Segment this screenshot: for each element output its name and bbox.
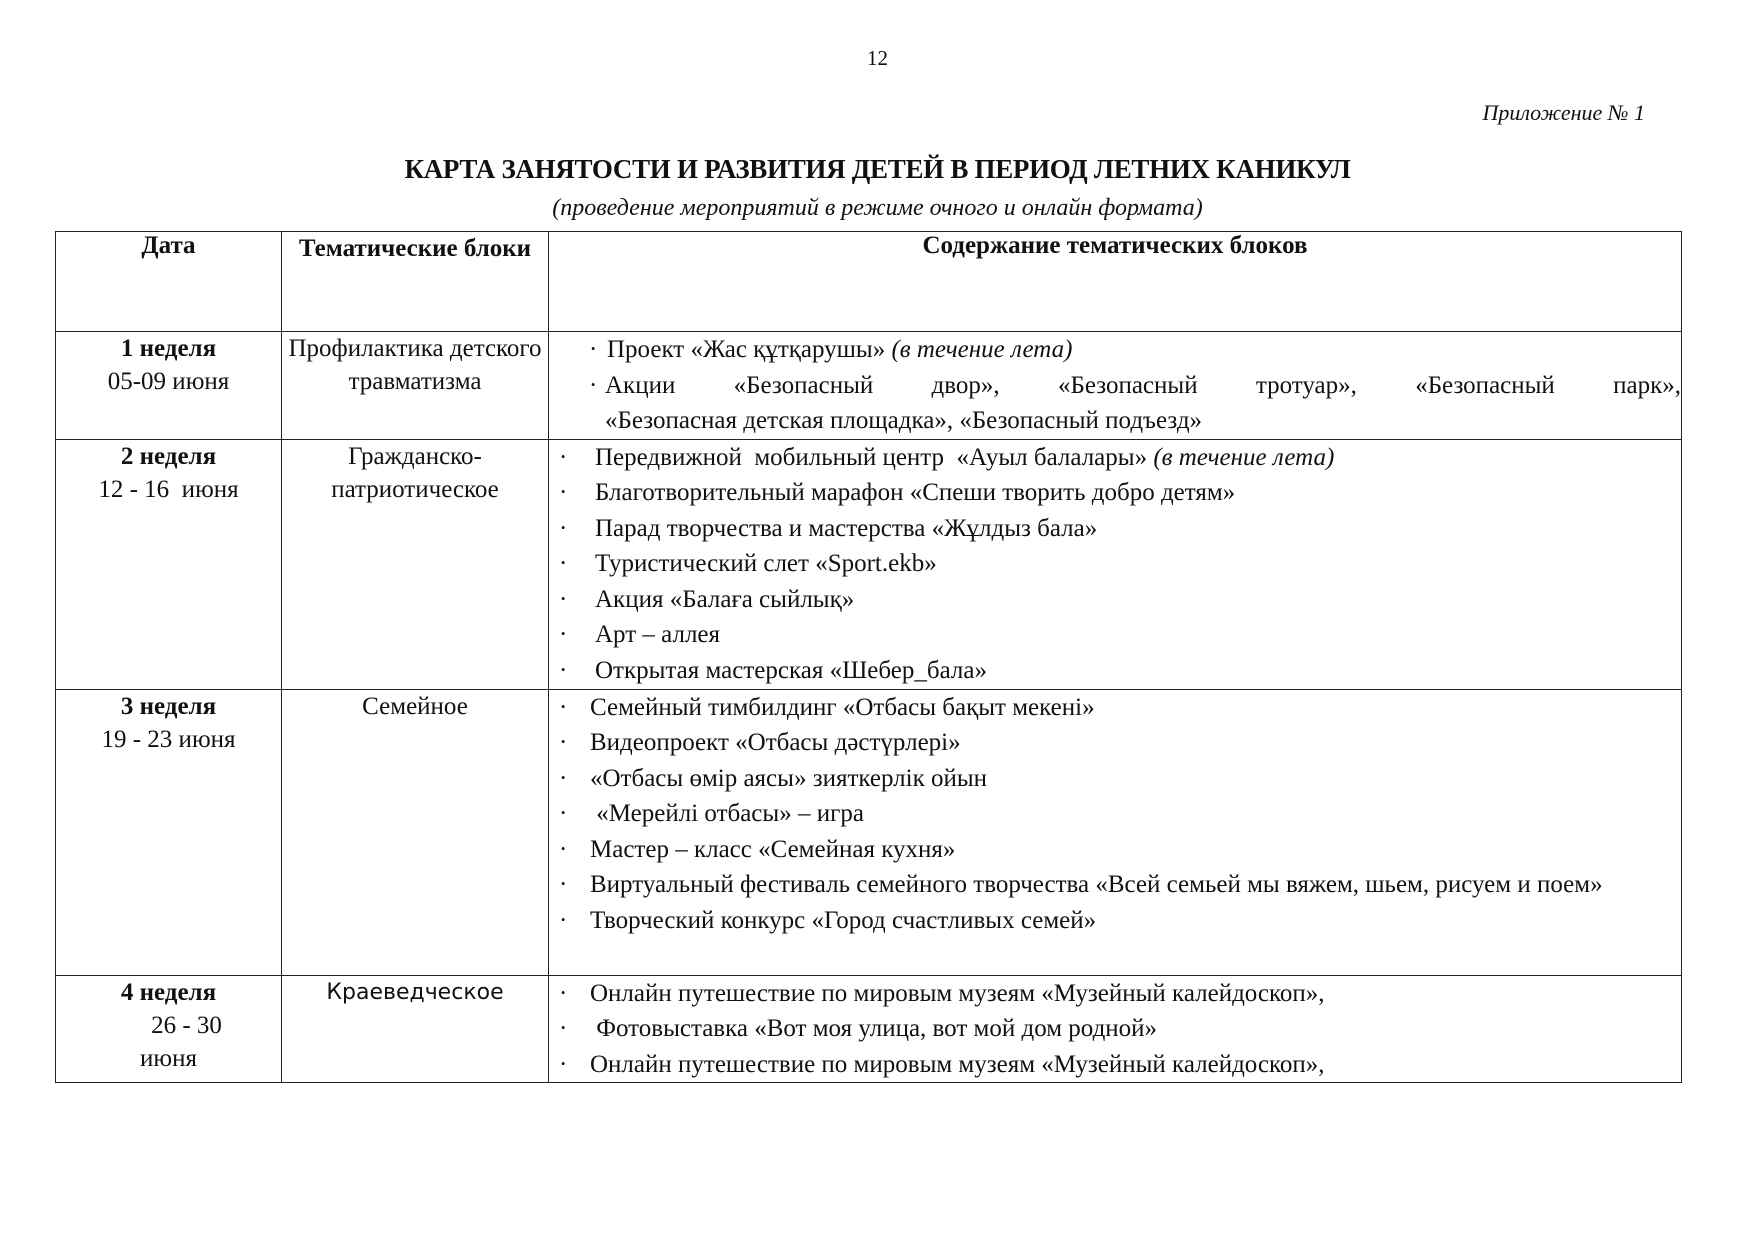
item-text: «Мерейлі отбасы» – игра (590, 800, 864, 827)
bullet-icon: · (559, 835, 568, 863)
item-text: Туристический слет «Sport.ekb» (595, 550, 937, 577)
date-range: 12 - 16 июня (98, 475, 239, 503)
bullet-icon: · (589, 371, 598, 399)
bullet-icon: · (559, 764, 568, 792)
list-item (555, 796, 1681, 832)
page-number: 12 (867, 46, 888, 70)
week-label: 1 неделя (120, 335, 217, 362)
bullet-icon: · (559, 693, 568, 721)
list-item (589, 368, 1681, 439)
item-text: Парад творчества и мастерства «Жұлдыз бала» (595, 514, 1098, 542)
content-cell (549, 975, 1682, 1083)
bullet-icon: · (559, 906, 568, 934)
bullet-icon: · (589, 336, 598, 363)
list-item (555, 690, 1681, 726)
item-text: Акция «Балаға сыйлық» (595, 585, 855, 613)
item-text: Творческий конкурс «Город счастливых семей» (590, 906, 1097, 934)
list-item (555, 725, 1681, 761)
list-item (555, 475, 1681, 511)
list-item (555, 761, 1681, 797)
bullet-icon: · (559, 550, 568, 577)
item-text: Онлайн путешествие по мировым музеям «Музейный калейдоскоп», (590, 979, 1325, 1007)
list-item (555, 617, 1681, 653)
list-item (555, 1011, 1681, 1047)
content-cell (549, 439, 1682, 689)
date-cell (56, 689, 282, 975)
bullet-icon: · (559, 800, 568, 827)
block-cell: Профилактика детского травматизма (282, 332, 549, 440)
date-range: 26 - 30 (151, 1011, 222, 1039)
header-content: Содержание тематических блоков (549, 232, 1682, 332)
date-cell (56, 332, 282, 440)
item-text: Открытая мастерская «Шебер_бала» (595, 656, 987, 684)
table-row (56, 975, 1682, 1083)
item-text: Благотворительный марафон «Спеши творить добро детям» (595, 479, 1236, 506)
appendix-label: Приложение № 1 (1482, 100, 1645, 125)
block-cell: Семейное (282, 689, 549, 975)
date-range: 05-09 июня (107, 368, 230, 395)
document-title: КАРТА ЗАНЯТОСТИ И РАЗВИТИЯ ДЕТЕЙ В ПЕРИОД ЛЕТНИХ КАНИКУЛ (404, 154, 1351, 184)
item-text: Акции «Безопасный двор», «Безопасный тротуар», «Безопасный парк», (605, 371, 1681, 399)
table-row (56, 439, 1682, 689)
list-item (555, 832, 1681, 868)
week-label: 4 неделя (120, 978, 217, 1006)
bullet-icon: · (559, 443, 568, 471)
bullet-icon: · (559, 979, 568, 1007)
date-range-month: июня (140, 1044, 197, 1072)
item-text: Передвижной мобильный центр «Ауыл балалары» (595, 443, 1154, 471)
item-text: Видеопроект «Отбасы дәстүрлері» (590, 729, 961, 756)
item-text: Семейный тимбилдинг «Отбасы бақыт мекені» (590, 693, 1095, 721)
date-cell (56, 975, 282, 1083)
list-item (555, 511, 1681, 547)
week-label: 3 неделя (120, 692, 217, 720)
item-text: Виртуальный фестиваль семейного творчества «Всей семьей мы вяжем, шьем, рисуем и поем» (590, 871, 1603, 898)
bullet-icon: · (559, 656, 568, 684)
bullet-icon: · (559, 871, 568, 898)
header-block: Тематические блоки (282, 232, 549, 332)
item-text: Арт – аллея (595, 621, 721, 648)
header-date: Дата (56, 232, 282, 332)
document-subtitle: (проведение мероприятий в режиме очного и онлайн формата) (552, 195, 1203, 221)
table-header-row (56, 232, 1682, 332)
bullet-icon: · (559, 585, 568, 613)
list-item (555, 653, 1681, 689)
item-text: Онлайн путешествие по мировым музеям «Музейный калейдоскоп», (590, 1050, 1325, 1078)
item-text: Проект «Жас құтқарушы» (607, 336, 892, 363)
block-cell: Гражданско-патриотическое (282, 439, 549, 689)
date-range: 19 - 23 июня (101, 725, 236, 753)
item-note: (в течение лета) (891, 336, 1073, 363)
item-text: «Отбасы өмір аясы» зияткерлік ойын (590, 764, 988, 792)
list-item (589, 332, 1681, 368)
item-text: Фотовыставка «Вот моя улица, вот мой дом родной» (590, 1015, 1158, 1042)
item-note: (в течение лета) (1153, 443, 1335, 471)
table-row (56, 689, 1682, 975)
list-item (555, 903, 1681, 939)
bullet-icon: · (559, 621, 568, 648)
list-item (555, 867, 1681, 903)
schedule-table (55, 231, 1682, 1083)
bullet-icon: · (559, 1015, 568, 1042)
table-row (56, 332, 1682, 440)
list-item (555, 1047, 1681, 1083)
date-cell (56, 439, 282, 689)
bullet-icon: · (559, 1050, 568, 1078)
block-cell: Краеведческое (282, 975, 549, 1083)
bullet-icon: · (559, 729, 568, 756)
list-item (555, 976, 1681, 1012)
list-item (555, 582, 1681, 618)
week-label: 2 неделя (120, 442, 217, 470)
item-text-continued: «Безопасная детская площадка», «Безопасный подъезд» (605, 407, 1203, 434)
item-text: Мастер – класс «Семейная кухня» (590, 835, 956, 863)
content-cell (549, 689, 1682, 975)
list-item (555, 546, 1681, 582)
bullet-icon: · (559, 479, 568, 506)
bullet-icon: · (559, 514, 568, 542)
list-item (555, 440, 1681, 476)
content-cell (549, 332, 1682, 440)
